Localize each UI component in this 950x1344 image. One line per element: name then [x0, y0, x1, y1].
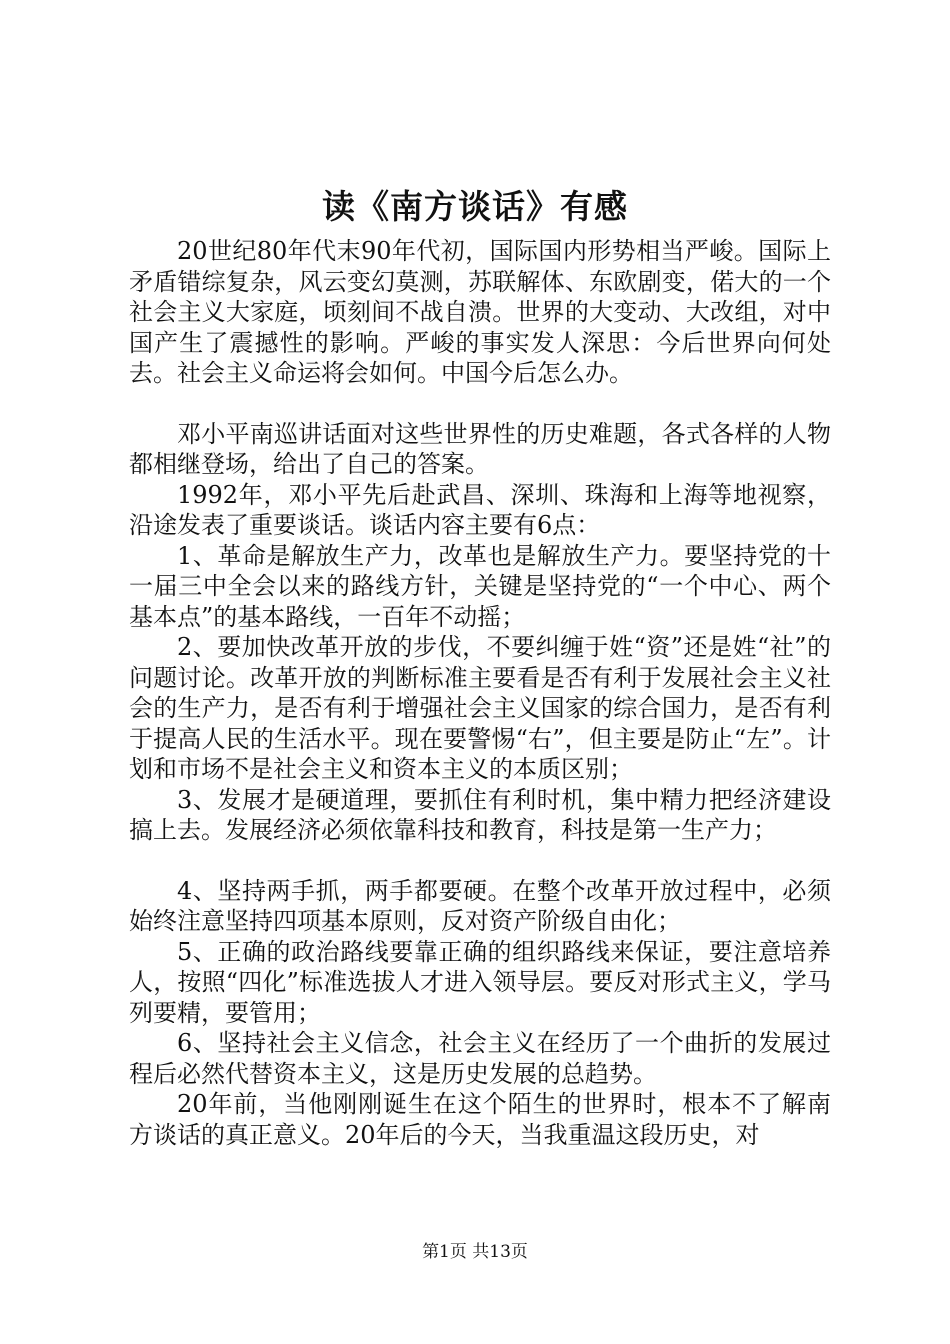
page-number-footer: 第1页 共13页 [422, 1242, 528, 1262]
paragraph-point-5: 5、正确的政治路线要靠正确的组织路线来保证，要注意培养人，按照“四化”标准选拔人才进入领导层。要反对形式主义，学马列要精，要管用； [129, 937, 831, 1027]
document-body [129, 236, 831, 1150]
paragraph-point-3: 3、发展才是硬道理，要抓住有利时机，集中精力把经济建设搞上去。发展经济必须依靠科技和教育，科技是第一生产力； [129, 785, 831, 844]
paragraph-point-6: 6、坚持社会主义信念，社会主义在经历了一个曲折的发展过程后必然代替资本主义，这是历史发展的总趋势。 [129, 1029, 831, 1088]
paragraph-point-2: 2、要加快改革开放的步伐，不要纠缠于姓“资”还是姓“社”的问题讨论。改革开放的判断标准主要看是否有利于发展社会主义社会的生产力，是否有利于增强社会主义国家的综合国力，是否有利于提高人民的生活水平。现在要警惕“右”，但主要是防止“左”。计划和市场不是社会主义和资本主义的本质区别； [129, 633, 831, 783]
document-title: 读《南方谈话》有感 [322, 187, 628, 226]
paragraph-point-4: 4、坚持两手抓，两手都要硬。在整个改革开放过程中，必须始终注意坚持四项基本原则，反对资产阶级自由化； [129, 876, 831, 935]
paragraph-intro: 20世纪80年代末90年代初，国际国内形势相当严峻。国际上矛盾错综复杂，风云变幻莫测，苏联解体、东欧剧变，偌大的一个社会主义大家庭，顷刻间不战自溃。世界的大变动、大改组，对中国产生了震撼性的影响。严峻的事实发人深思：今后世界向何处去。社会主义命运将会如何。中国今后怎么办。 [129, 237, 831, 387]
paragraph-answers: 邓小平南巡讲话面对这些世界性的历史难题，各式各样的人物都相继登场，给出了自己的答案。 [129, 419, 831, 478]
paragraph-point-1: 1、革命是解放生产力，改革也是解放生产力。要坚持党的十一届三中全会以来的路线方针，关键是坚持党的“一个中心、两个基本点”的基本路线，一百年不动摇； [129, 541, 831, 631]
paragraph-1992: 1992年，邓小平先后赴武昌、深圳、珠海和上海等地视察，沿途发表了重要谈话。谈话内容主要有6点： [129, 480, 831, 539]
paragraph-reflection: 20年前，当他刚刚诞生在这个陌生的世界时，根本不了解南方谈话的真正意义。20年后的今天，当我重温这段历史，对 [129, 1090, 831, 1149]
